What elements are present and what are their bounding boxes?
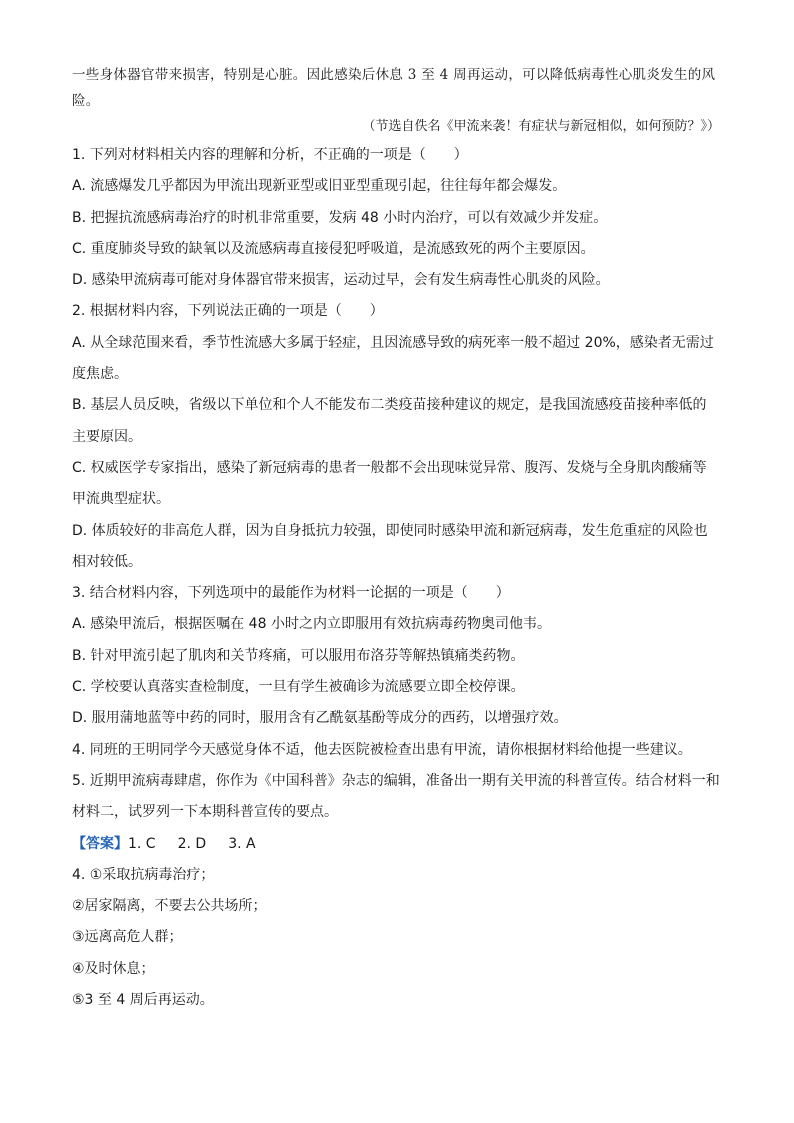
answer-section (72, 829, 722, 1017)
passage-source: （节选自佚名《甲流来袭！有症状与新冠相似，如何预防？》） (362, 119, 720, 134)
answer-line (72, 829, 722, 860)
question-5 (72, 766, 722, 829)
option-b: B. 把握抗流感病毒治疗的时机非常重要，发病 48 小时内治疗，可以有效减少并发症。 (72, 209, 608, 226)
answer-item: 3. A (228, 835, 256, 852)
option-d: D. 感染甲流病毒可能对身体器官带来损害，运动过早，会有发生病毒性心肌炎的风险。 (72, 272, 610, 289)
question-3 (72, 578, 722, 734)
page-content (72, 62, 722, 1016)
option-c: C. 学校要认真落实查检制度，一旦有学生被确诊为流感要立即全校停课。 (72, 679, 525, 696)
question-stem: 1. 下列对材料相关内容的理解和分析，不正确的一项是（ ） (72, 147, 468, 163)
answer-q4-line: ②居家隔离，不要去公共场所； (72, 898, 267, 915)
option-a: A. 流感爆发几乎都因为甲流出现新亚型或旧亚型重现引起，往往每年都会爆发。 (72, 178, 567, 195)
option-b: B. 针对甲流引起了肌肉和关节疼痛，可以服用布洛芬等解热镇痛类药物。 (72, 647, 525, 664)
passage-line: 险。 (72, 93, 100, 109)
option-c-cont: 甲流典型症状。 (72, 491, 170, 508)
answer-item: 1. C (128, 835, 156, 852)
question-stem-cont: 材料二，试罗列一下本期科普宣传的要点。 (72, 804, 338, 821)
question-stem: 5. 近期甲流病毒肆虐，你作为《中国科普》杂志的编辑，准备出一期有关甲流的科普宣传。结合材料一和 (72, 772, 720, 789)
question-stem: 2. 根据材料内容，下列说法正确的一项是（ ） (72, 303, 384, 320)
question-stem: 3. 结合材料内容，下列选项中的最能作为材料一论据的一项是（ ） (72, 585, 510, 602)
option-a: A. 感染甲流后，根据医嘱在 48 小时之内立即服用有效抗病毒药物奥司他韦。 (72, 616, 551, 633)
answer-item: 2. D (177, 835, 207, 852)
option-d-cont: 相对较低。 (72, 553, 142, 570)
answer-q4-line: 4. ①采取抗病毒治疗； (72, 866, 215, 883)
answer-q4-line: ③远离高危人群； (72, 929, 183, 946)
option-b-cont: 主要原因。 (72, 428, 142, 445)
question-stem: 4. 同班的王明同学今天感觉身体不适，他去医院被检查出患有甲流，请你根据材料给他提一些建议。 (72, 741, 692, 758)
option-d: D. 服用蒲地蓝等中药的同时，服用含有乙酰氨基酚等成分的西药，以增强疗效。 (72, 710, 568, 727)
option-a: A. 从全球范围来看，季节性流感大多属于轻症，且因流感导致的病死率一般不超过 20%，感染者无需过 (72, 334, 714, 351)
option-b: B. 基层人员反映，省级以下单位和个人不能发布二类疫苗接种建议的规定，是我国流感疫苗接种率低的 (72, 397, 707, 414)
passage-line: 一些身体器官带来损害，特别是心脏。因此感染后休息 3 至 4 周再运动，可以降低病毒性心肌炎发生的风 (72, 67, 716, 83)
option-c: C. 重度肺炎导致的缺氧以及流感病毒直接侵犯呼吸道，是流感致死的两个主要原因。 (72, 240, 595, 257)
answer-q4-line: ⑤3 至 4 周后再运动。 (72, 992, 214, 1009)
answer-q4-line: ④及时休息； (72, 960, 155, 977)
answer-tag: 【答案】 (72, 835, 128, 852)
option-d: D. 体质较好的非高危人群，因为自身抵抗力较强，即使同时感染甲流和新冠病毒，发生危重症的风险也 (72, 522, 708, 539)
option-a-cont: 度焦虑。 (72, 366, 128, 383)
question-1 (72, 140, 722, 296)
option-c: C. 权威医学专家指出，感染了新冠病毒的患者一般都不会出现味觉异常、腹泻、发烧与全身肌肉酸痛等 (72, 459, 707, 476)
question-4 (72, 735, 722, 766)
question-2 (72, 296, 722, 578)
